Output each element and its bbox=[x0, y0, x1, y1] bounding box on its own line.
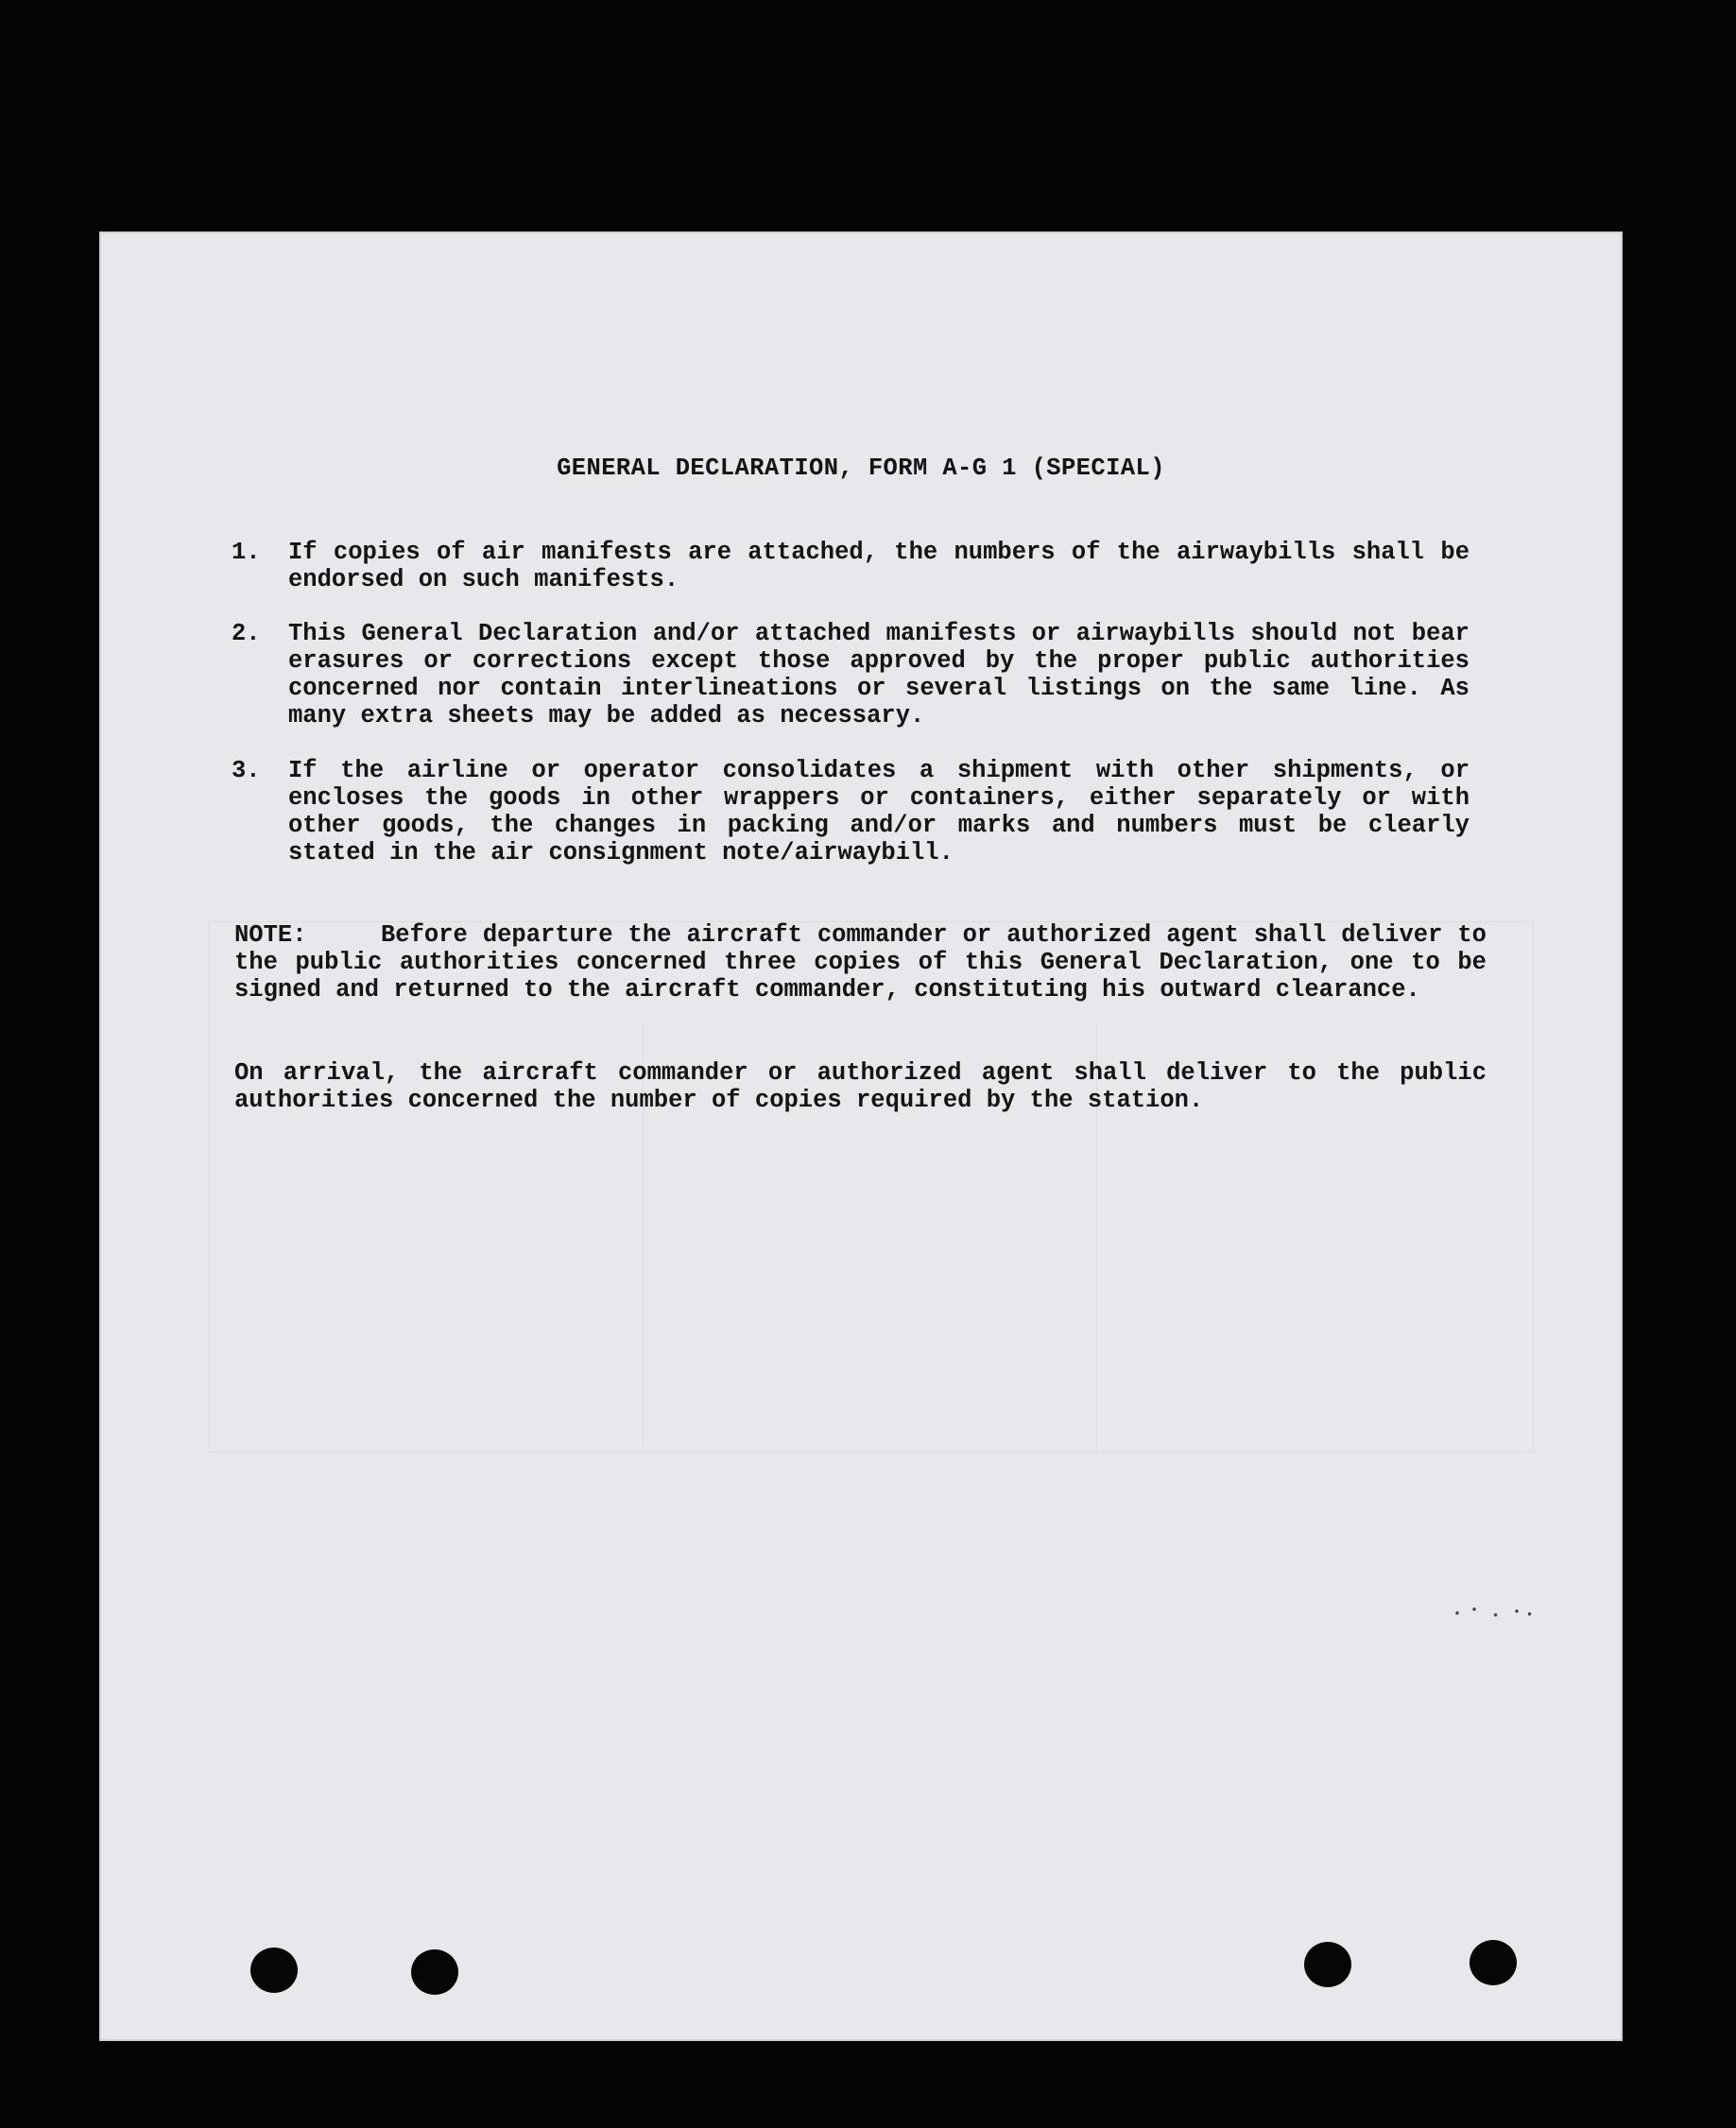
note-label: NOTE: bbox=[234, 921, 307, 949]
item-text: If copies of air manifests are attached, the numbers of the airwaybills shall be endorsed on such manifests. bbox=[288, 539, 1470, 593]
item-number: 3. bbox=[232, 757, 261, 784]
instruction-item bbox=[232, 620, 1470, 729]
item-number: 2. bbox=[232, 620, 261, 647]
punch-hole bbox=[1304, 1942, 1351, 1987]
punch-hole bbox=[1470, 1940, 1517, 1985]
item-number: 1. bbox=[232, 539, 261, 566]
item-text: If the airline or operator consolidates a shipment with other shipments, or encloses the goods in other wrappers or containers, either separately or with other goods, the changes in packing and/or marks and numbers must be clearly stated in the air consignment note/airwaybill. bbox=[288, 757, 1470, 867]
document-page bbox=[99, 232, 1623, 2041]
note-text: Before departure the aircraft commander or authorized agent shall deliver to the public authorities concerned three copies of this General Declaration, one to be signed and returned to the aircraft commander, constituting his outward clearance. bbox=[234, 921, 1487, 1004]
item-text: This General Declaration and/or attached manifests or airwaybills should not bear erasures or corrections except those approved by the proper public authorities concerned nor contain interlineations or several listings on the same line. As many extra sheets may be added as necessary. bbox=[288, 620, 1470, 729]
document-title: GENERAL DECLARATION, FORM A-G 1 (SPECIAL) bbox=[557, 455, 1165, 482]
arrival-paragraph: On arrival, the aircraft commander or authorized agent shall deliver to the public authorities concerned the number of copies required by the station. bbox=[234, 1059, 1487, 1114]
paper-specks bbox=[1449, 1604, 1534, 1622]
instruction-item bbox=[232, 757, 1470, 867]
punch-hole bbox=[411, 1949, 458, 1995]
note-paragraph bbox=[234, 921, 1487, 1004]
instruction-item bbox=[232, 539, 1470, 593]
punch-hole bbox=[250, 1948, 298, 1993]
